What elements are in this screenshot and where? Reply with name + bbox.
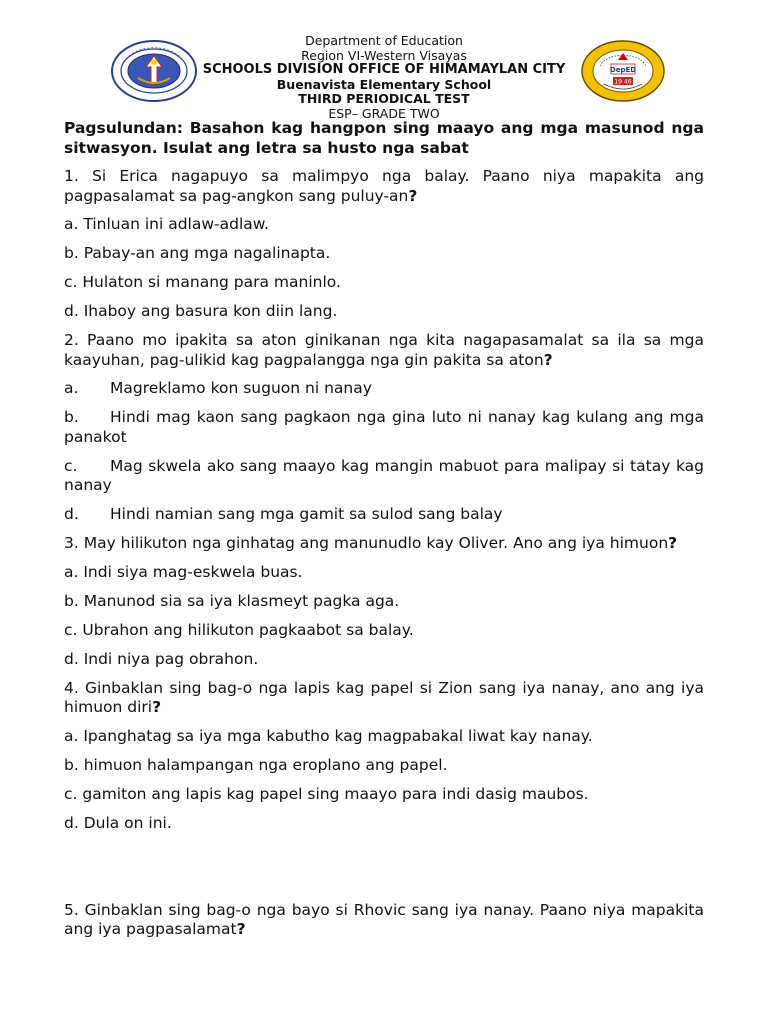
question-3-mark: ? <box>668 534 678 552</box>
department-name: Department of Education <box>305 33 463 48</box>
option-letter: b. <box>64 408 79 426</box>
question-4-option-d: d. Dula on ini. <box>64 813 172 832</box>
question-2-mark: ? <box>543 350 553 369</box>
question-5 <box>64 901 704 940</box>
question-3-option-b: b. Manunod sia sa iya klasmeyt pagka aga. <box>64 591 400 610</box>
instructions: Pagsulundan: Basahon kag hangpon sing maayo ang mga masunod nga sitwasyon. Isulat ang letra sa husto nga sabat <box>64 119 704 157</box>
option-text: Magreklamo kon suguon ni nanay <box>110 379 372 397</box>
question-3-option-a: a. Indi siya mag-eskwela buas. <box>64 562 303 581</box>
question-1-option-d: d. Ihaboy ang basura kon diin lang. <box>64 302 338 320</box>
question-4-mark: ? <box>152 698 162 716</box>
question-2-option-c <box>64 457 704 496</box>
svg-text:19 46: 19 46 <box>614 78 632 86</box>
blank-space <box>64 843 704 901</box>
question-4-option-a: a. Ipanghatag sa iya mga kabutho kag magpabakal liwat kay nanay. <box>64 726 593 745</box>
question-2-option-d <box>64 505 704 525</box>
question-1-text: 1. Si Erica nagapuyo sa malimpyo nga balay. Paano niya mapakita ang pagpasalamat sa pag-angkon sang puluy-an <box>64 167 704 205</box>
question-3 <box>64 534 704 554</box>
school-name: Buenavista Elementary School <box>276 76 492 92</box>
option-text: Mag skwela ako sang maayo kag mangin mabuot para malipay si tatay kag nanay <box>64 456 704 494</box>
question-2-option-a <box>64 379 704 399</box>
option-text: Hindi mag kaon sang pagkaon nga gina luto ni nanay kag kulang ang mga panakot <box>64 408 704 446</box>
question-3-option-c: c. Ubrahon ang hilikuton pagkaabot sa balay. <box>64 620 414 639</box>
question-1 <box>64 167 704 206</box>
question-1-mark: ? <box>408 186 418 205</box>
question-5-text: 5. Ginbaklan sing bag-o nga bayo si Rhovic sang iya nanay. Paano niya mapakita ang iya pagpasalamat <box>64 900 704 938</box>
test-content <box>64 118 704 949</box>
question-4-text: 4. Ginbaklan sing bag-o nga lapis kag papel si Zion sang iya nanay, ano ang iya himuon diri <box>64 678 704 716</box>
test-title: THIRD PERIODICAL TEST <box>298 91 470 106</box>
question-4-option-c: c. gamiton ang lapis kag papel sing maayo para indi dasig maubos. <box>64 784 589 803</box>
region-name: Region VI-Western Visayas <box>301 47 467 63</box>
question-1-option-c: c. Hulaton si manang para maninlo. <box>64 273 341 291</box>
school-seal-deped-text: DepED <box>609 66 637 74</box>
document-header <box>0 34 768 121</box>
option-letter: a. <box>64 379 79 397</box>
question-2-text: 2. Paano mo ipakita sa aton ginikanan nga kita nagapasamalat sa ila sa mga kaayuhan, pag-ulikid kag pagpalangga nga gin pakita sa aton <box>64 331 704 369</box>
option-text: Hindi namian sang mga gamit sa sulod sang balay <box>110 505 503 523</box>
option-letter: d. <box>64 505 79 523</box>
subject-grade: ESP– GRADE TWO <box>328 105 440 121</box>
option-letter: c. <box>64 456 78 475</box>
question-1-option-a: a. Tinluan ini adlaw-adlaw. <box>64 215 269 233</box>
question-2 <box>64 331 704 370</box>
question-4 <box>64 679 704 718</box>
question-1-option-b: b. Pabay-an ang mga nagalinapta. <box>64 244 331 262</box>
question-5-mark: ? <box>236 920 246 938</box>
division-office: SCHOOLS DIVISION OFFICE OF HIMAMAYLAN CITY <box>202 62 566 77</box>
question-2-option-b <box>64 408 704 447</box>
question-3-text: 3. May hilikuton nga ginhatag ang manunudlo kay Oliver. Ano ang iya himuon <box>64 534 669 552</box>
question-4-option-b: b. himuon halampangan nga eroplano ang papel. <box>64 755 448 774</box>
question-3-option-d: d. Indi niya pag obrahon. <box>64 649 259 668</box>
